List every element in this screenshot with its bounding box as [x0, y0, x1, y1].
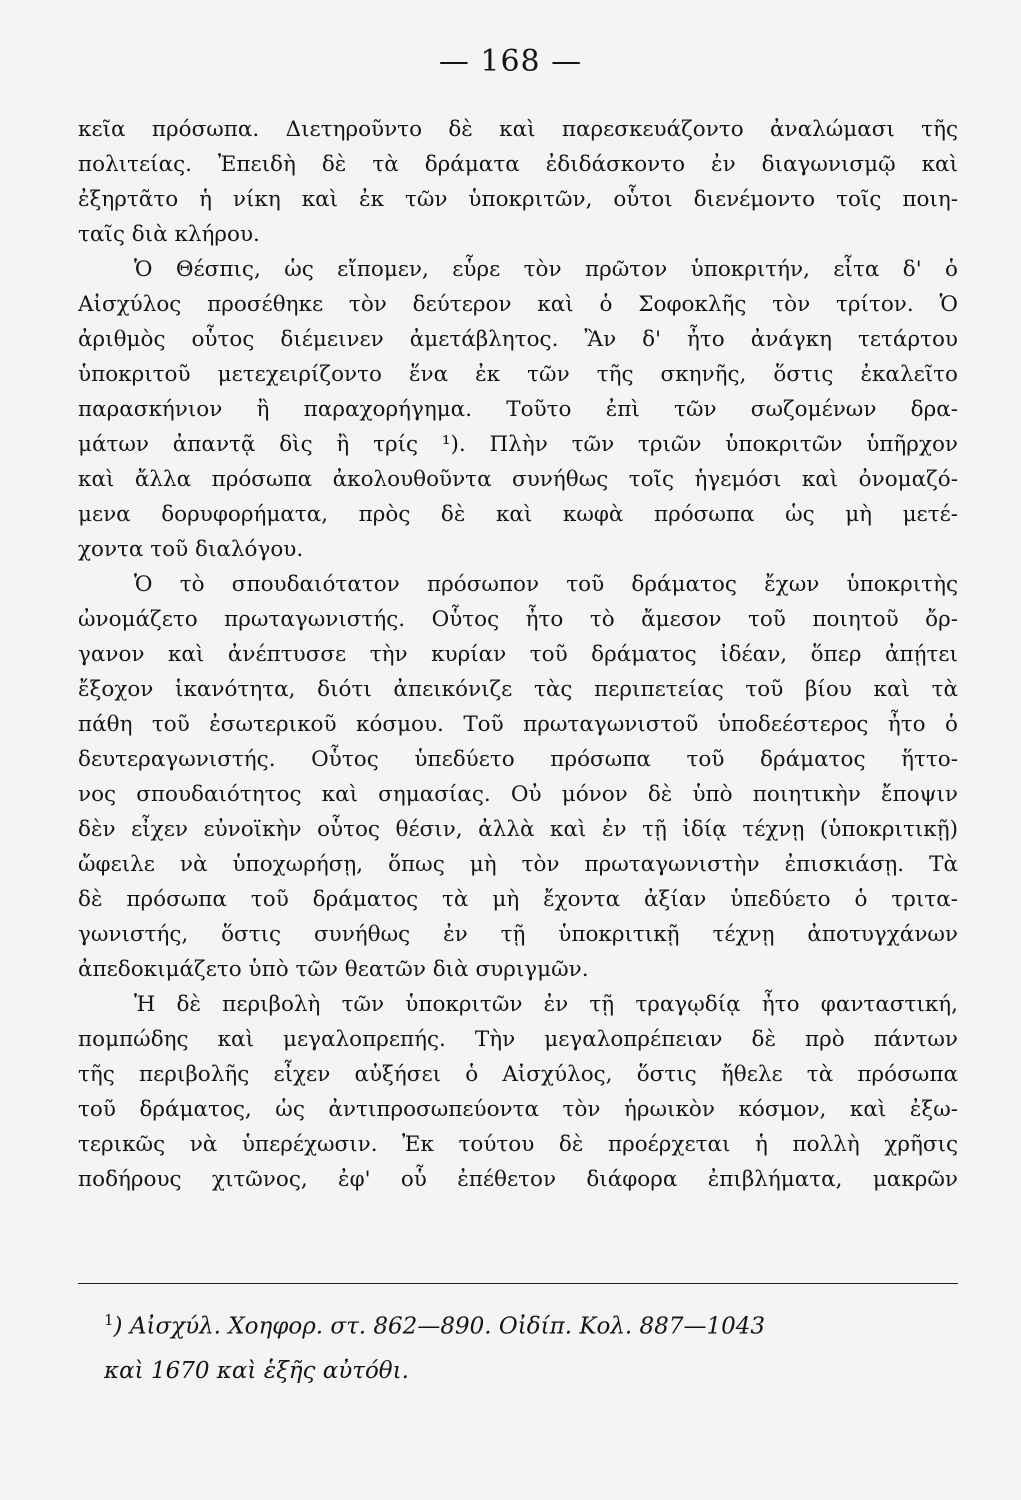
text-line: μάτων ἀπαντᾷ δὶς ἢ τρίς ¹). Πλὴν τῶν τριῶν ὑποκριτῶν ὑπῆρχον: [78, 432, 958, 457]
text-line: Ὁ Θέσπις, ὡς εἴπομεν, εὗρε τὸν πρῶτον ὑποκριτήν, εἶτα δ' ὁ: [134, 257, 958, 282]
text-line: κεῖα πρόσωπα. Διετηροῦντο δὲ καὶ παρεσκευάζοντο ἀναλώμασι τῆς: [78, 117, 958, 142]
text-line: πολιτείας. Ἐπειδὴ δὲ τὰ δράματα ἐδιδάσκοντο ἐν διαγωνισμῷ καὶ: [78, 152, 958, 177]
text-line: τοῦ δράματος, ὡς ἀντιπροσωπεύοντα τὸν ἡρωικὸν κόσμον, καὶ ἐξω-: [78, 1097, 958, 1122]
body-text: [78, 112, 958, 1197]
text-line: ἀριθμὸς οὗτος διέμεινεν ἀμετάβλητος. Ἂν δ' ἦτο ἀνάγκη τετάρτου: [78, 327, 958, 352]
text-line: ἔξοχον ἱκανότητα, διότι ἀπεικόνιζε τὰς περιπετείας τοῦ βίου καὶ τὰ: [78, 677, 958, 702]
text-line: γωνιστής, ὅστις συνήθως ἐν τῇ ὑποκριτικῇ τέχνῃ ἀποτυγχάνων: [78, 922, 958, 947]
text-line: Ὁ τὸ σπουδαιότατον πρόσωπον τοῦ δράματος ἔχων ὑποκριτὴς: [134, 572, 958, 597]
footnote-marker: 1: [104, 1311, 114, 1329]
text-line: ποδήρους χιτῶνος, ἐφ' οὗ ἐπέθετον διάφορα ἐπιβλήματα, μακρῶν: [78, 1167, 958, 1192]
text-line: πομπώδης καὶ μεγαλοπρεπής. Τὴν μεγαλοπρέπειαν δὲ πρὸ πάντων: [78, 1027, 958, 1052]
text-line: μενα δορυφορήματα, πρὸς δὲ καὶ κωφὰ πρόσωπα ὡς μὴ μετέ-: [78, 502, 958, 527]
footnote-line-1: [104, 1298, 954, 1349]
text-line: γανον καὶ ἀνέπτυσσε τὴν κυρίαν τοῦ δράματος ἰδέαν, ὅπερ ἀπῄτει: [78, 642, 958, 667]
footnote-divider: [78, 1283, 958, 1284]
text-line: δὲν εἶχεν εὐνοϊκὴν οὗτος θέσιν, ἀλλὰ καὶ ἐν τῇ ἰδίᾳ τέχνῃ (ὑποκριτικῇ): [78, 817, 958, 842]
page-number: — 168 —: [438, 44, 583, 79]
text-line: ταῖς διὰ κλήρου.: [78, 222, 260, 247]
text-line: τῆς περιβολῆς εἶχεν αὐξήσει ὁ Αἰσχύλος, ὅστις ἤθελε τὰ πρόσωπα: [78, 1062, 958, 1087]
footnote-line-2: καὶ 1670 καὶ ἑξῆς αὐτόθι.: [104, 1357, 409, 1384]
text-line: Ἡ δὲ περιβολὴ τῶν ὑποκριτῶν ἐν τῇ τραγῳδίᾳ ἦτο φανταστική,: [134, 992, 958, 1017]
text-line: Αἰσχύλος προσέθηκε τὸν δεύτερον καὶ ὁ Σοφοκλῆς τὸν τρίτον. Ὁ: [78, 292, 958, 317]
text-line: δὲ πρόσωπα τοῦ δράματος τὰ μὴ ἔχοντα ἀξίαν ὑπεδύετο ὁ τριτα-: [78, 887, 958, 912]
text-line: τερικῶς νὰ ὑπερέχωσιν. Ἐκ τούτου δὲ προέρχεται ἡ πολλὴ χρῆσις: [78, 1132, 958, 1157]
text-line: πάθη τοῦ ἐσωτερικοῦ κόσμου. Τοῦ πρωταγωνιστοῦ ὑποδεέστερος ἦτο ὁ: [78, 712, 958, 737]
footnote-text-1: ) Αἰσχύλ. Χοηφορ. στ. 862—890. Οἰδίπ. Κολ. 887—1043: [113, 1313, 765, 1340]
text-line: ἀπεδοκιμάζετο ὑπὸ τῶν θεατῶν διὰ συριγμῶν.: [78, 957, 589, 982]
text-line: χοντα τοῦ διαλόγου.: [78, 537, 304, 562]
text-line: ὤφειλε νὰ ὑποχωρήσῃ, ὅπως μὴ τὸν πρωταγωνιστὴν ἐπισκιάσῃ. Τὰ: [78, 852, 958, 877]
text-line: ὑποκριτοῦ μετεχειρίζοντο ἕνα ἐκ τῶν τῆς σκηνῆς, ὅστις ἐκαλεῖτο: [78, 362, 958, 387]
text-line: ἐξηρτᾶτο ἡ νίκη καὶ ἐκ τῶν ὑποκριτῶν, οὗτοι διενέμοντο τοῖς ποιη-: [78, 187, 958, 212]
text-line: δευτεραγωνιστής. Οὗτος ὑπεδύετο πρόσωπα τοῦ δράματος ἥττο-: [78, 747, 958, 772]
text-line: νος σπουδαιότητος καὶ σημασίας. Οὐ μόνον δὲ ὑπὸ ποιητικὴν ἔποψιν: [78, 782, 958, 807]
text-line: ὠνομάζετο πρωταγωνιστής. Οὗτος ἦτο τὸ ἄμεσον τοῦ ποιητοῦ ὄρ-: [78, 607, 958, 632]
text-line: καὶ ἄλλα πρόσωπα ἀκολουθοῦντα συνήθως τοῖς ἡγεμόσι καὶ ὀνομαζό-: [78, 467, 958, 492]
text-line: παρασκήνιον ἢ παραχορήγημα. Τοῦτο ἐπὶ τῶν σωζομένων δρα-: [78, 397, 958, 422]
footnote: [104, 1298, 954, 1393]
